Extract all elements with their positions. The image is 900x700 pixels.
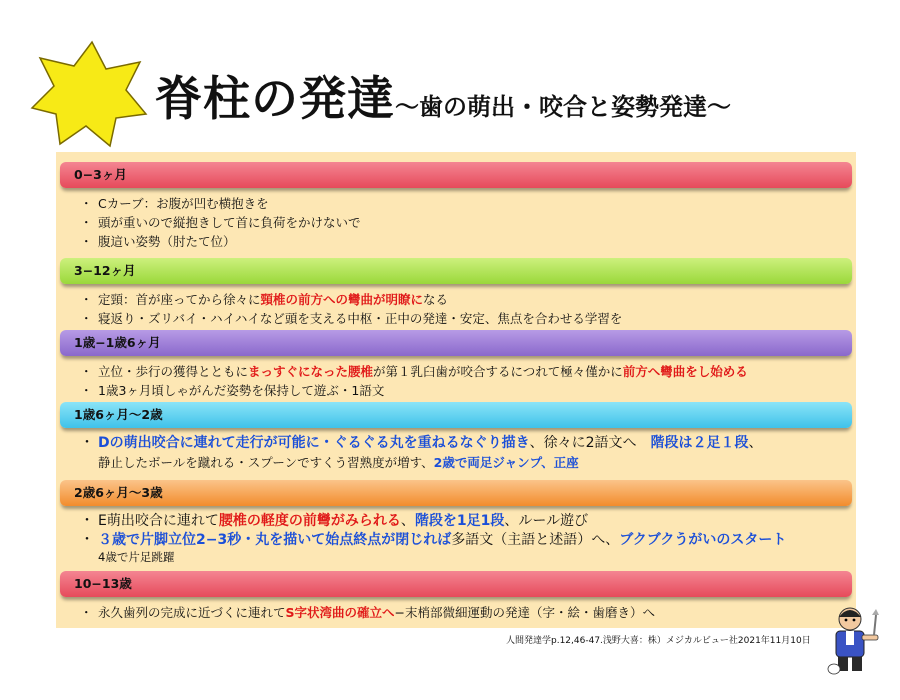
item-text: 多語文（主語と述語）へ、	[451, 532, 620, 548]
item-text: 、ルール遊び	[504, 513, 589, 529]
item-text: 階段は２足１段	[650, 435, 749, 451]
item-text: 、	[400, 513, 415, 529]
item-text: −末梢部微細運動の発達（字・絵・歯磨き）へ	[394, 605, 656, 620]
bullet: ・	[80, 513, 94, 529]
item-text: なる	[423, 292, 449, 307]
item-text: 永久歯列の完成に近づくに連れて	[98, 605, 286, 620]
item-text: 前方へ彎曲をし始める	[622, 364, 748, 379]
item-text: 頭が重いので縦抱きして首に負荷をかけないで	[98, 215, 361, 230]
item-text: S字状湾曲の確立へ	[285, 605, 395, 620]
list-item	[80, 362, 852, 381]
bullet: ・	[80, 215, 93, 230]
section-2	[60, 330, 852, 400]
section-header: 2歳6ヶ月～3歳	[60, 480, 852, 506]
title-sub: ～歯の萌出・咬合と姿勢発達～	[395, 93, 731, 121]
section-items	[60, 597, 852, 622]
list-item	[80, 434, 852, 453]
bullet: ・	[80, 292, 93, 307]
bullet: ・	[80, 196, 93, 211]
item-text: 階段を1足1段	[414, 513, 505, 529]
list-item	[80, 453, 852, 472]
item-text: 腰椎の軽度の前彎がみられる	[218, 513, 401, 529]
section-header: 10−13歳	[60, 571, 852, 597]
section-items	[60, 356, 852, 400]
page-title	[155, 62, 731, 129]
section-1	[60, 258, 852, 328]
section-items	[60, 428, 852, 472]
list-item	[80, 194, 852, 213]
list-item	[80, 213, 852, 232]
list-item	[80, 550, 852, 565]
item-text: ３歳で片脚立位2−3秒・丸を描いて始点終点が閉じれば	[98, 532, 452, 548]
list-item	[80, 232, 852, 251]
section-items	[60, 284, 852, 328]
section-items	[60, 188, 852, 251]
bullet: ・	[80, 605, 93, 620]
citation: 人間発達学p.12,46-47.浅野大喜：株）メジカルビュー社2021年11月10日	[506, 636, 811, 646]
list-item	[80, 309, 852, 328]
section-header: 3−12ヶ月	[60, 258, 852, 284]
dentist-mascot-icon	[822, 605, 882, 677]
item-text: 、徐々に2語文へ	[529, 435, 651, 451]
item-text: 静止したボールを蹴れる・スプーンですくう習熟度が増す、	[98, 455, 434, 470]
bullet: ・	[80, 532, 94, 548]
item-text: 寝返り・ズリバイ・ハイハイなど頭を支える中枢・正中の発達・安定、焦点を合わせる学習を	[98, 311, 623, 326]
item-text: 2歳で両足ジャンプ、正座	[433, 455, 579, 470]
title-main: 脊柱の発達	[155, 72, 395, 127]
section-header: 0−3ヶ月	[60, 162, 852, 188]
bullet: ・	[80, 234, 93, 249]
bullet: ・	[80, 364, 93, 379]
item-text: E萌出咬合に連れて	[98, 513, 219, 529]
list-item	[80, 531, 852, 550]
list-item	[80, 603, 852, 622]
bullet: ・	[80, 311, 93, 326]
section-3	[60, 402, 852, 472]
item-text: 腹這い姿勢（肘たて位）	[98, 234, 236, 249]
item-text: Dの萌出咬合に連れて走行が可能に・ぐるぐる丸を重ねるなぐり描き	[98, 435, 530, 451]
item-text: 頸椎の前方への彎曲が明瞭に	[260, 292, 424, 307]
section-items	[60, 506, 852, 565]
item-text: 、	[748, 435, 763, 451]
section-header: 1歳−1歳6ヶ月	[60, 330, 852, 356]
star-icon	[28, 40, 148, 150]
section-4	[60, 480, 852, 565]
item-text: が第１乳臼歯が咬合するにつれて極々僅かに	[373, 364, 623, 379]
list-item	[80, 290, 852, 309]
section-0	[60, 162, 852, 251]
section-5	[60, 571, 852, 622]
list-item	[80, 512, 852, 531]
item-text: ブクブクうがいのスタート	[619, 532, 787, 548]
item-text: 立位・歩行の獲得とともに	[98, 364, 249, 379]
bullet: ・	[80, 435, 94, 451]
item-text: Cカーブ：お腹が凹む横抱きを	[98, 196, 269, 211]
section-header: 1歳6ヶ月～2歳	[60, 402, 852, 428]
item-text: まっすぐになった腰椎	[248, 364, 374, 379]
item-text: 定頸：首が座ってから徐々に	[98, 292, 261, 307]
item-text: 1歳3ヶ月頃しゃがんだ姿勢を保持して遊ぶ・1語文	[98, 383, 385, 398]
item-text: 4歳で片足跳躍	[98, 550, 175, 564]
list-item	[80, 381, 852, 400]
bullet: ・	[80, 383, 93, 398]
